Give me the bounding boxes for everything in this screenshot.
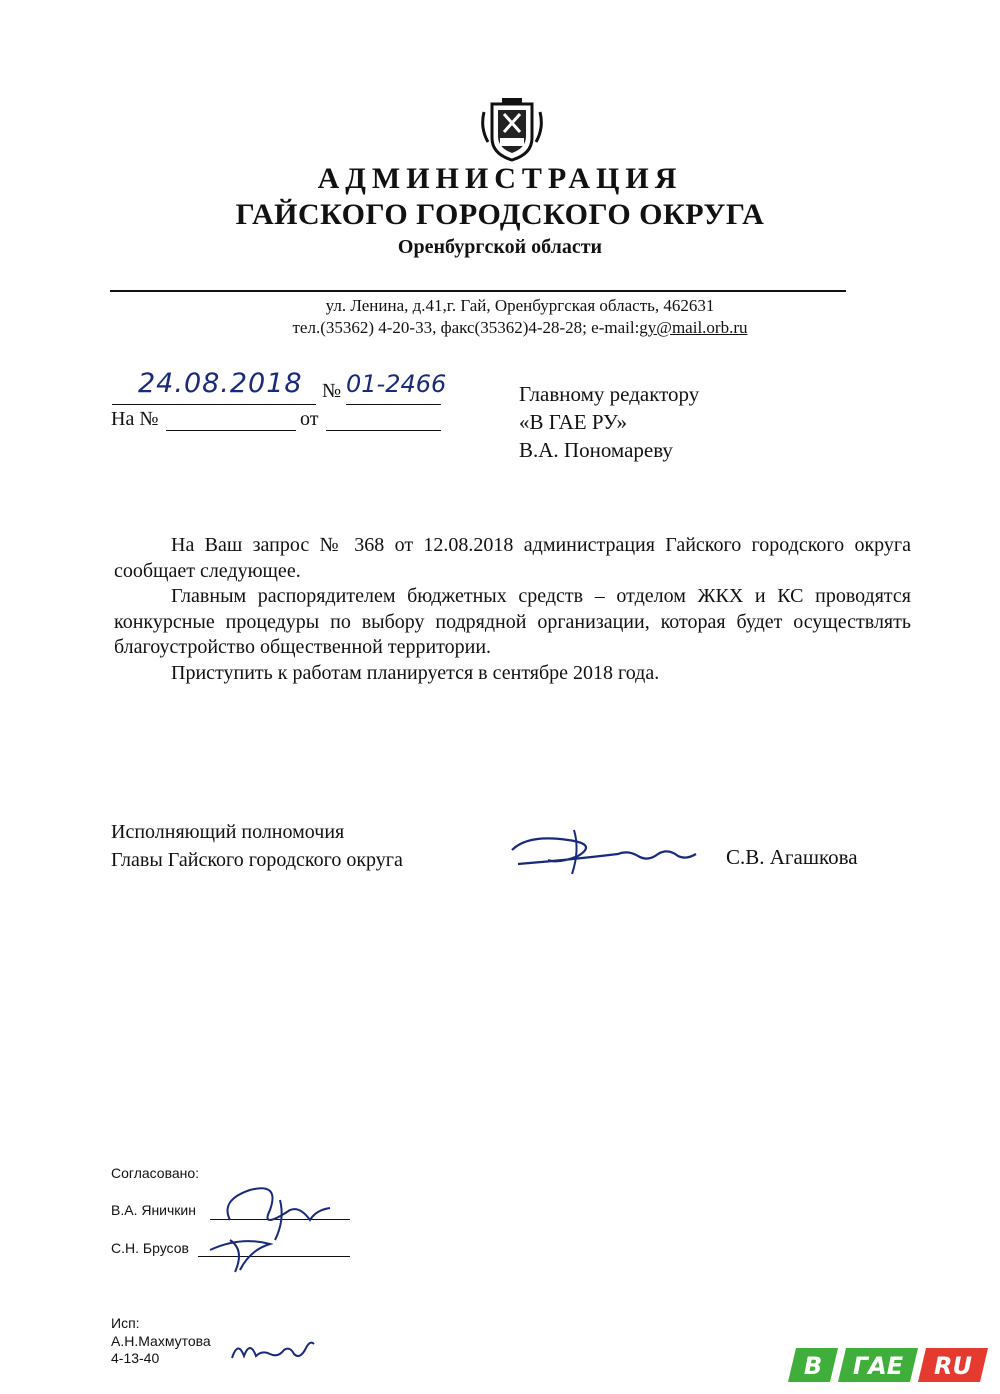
email-link[interactable]: gy@mail.orb.ru — [639, 318, 748, 337]
letterhead-address: ул. Ленина, д.41,г. Гай, Оренбургская область, 462631 — [325, 296, 715, 315]
executor-signature — [228, 1330, 318, 1366]
letter-body — [114, 533, 911, 686]
letterhead-region: Оренбургской области — [397, 236, 603, 258]
approvals-label: Согласовано: — [111, 1165, 200, 1181]
body-paragraph-2: Главным распорядителем бюджетных средств – отделом ЖКХ и КС проводятся конкурсные процедуры по выбору подрядной организации, которая будет осуществлять благоустройство общественной территории. — [114, 585, 911, 658]
approver-1: В.А. Яничкин — [111, 1202, 196, 1218]
reference-number-blank — [166, 430, 296, 431]
approver-2: С.Н. Брусов — [111, 1240, 189, 1256]
number-underline — [346, 404, 441, 405]
executor-label: Исп: — [111, 1315, 140, 1331]
logo-part-3: RU — [934, 1352, 972, 1380]
coat-of-arms-emblem — [478, 98, 546, 164]
letterhead-title-line2: ГАЙСКОГО ГОРОДСКОГО ОКРУГА — [235, 198, 765, 231]
addressee-block — [519, 380, 699, 464]
addressee-line2: «В ГАЕ РУ» — [519, 410, 628, 434]
approval-signatures — [190, 1180, 360, 1280]
addressee-line3: В.А. Пономареву — [519, 438, 673, 462]
reference-label: На № — [111, 408, 159, 430]
v-gae-ru-watermark-logo — [786, 1346, 990, 1384]
logo-part-1: В — [803, 1352, 823, 1380]
executor-name: А.Н.Махмутова — [111, 1332, 211, 1349]
reference-from-label: от — [300, 408, 319, 430]
executor-block — [111, 1315, 211, 1368]
number-label: № — [322, 380, 342, 402]
executor-phone: 4-13-40 — [111, 1350, 160, 1366]
body-paragraph-3: Приступить к работам планируется в сентябре 2018 года. — [171, 661, 660, 684]
addressee-line1: Главному редактору — [519, 382, 700, 406]
handwritten-signature — [508, 820, 708, 880]
signatory-title — [111, 818, 403, 874]
reference-date-blank — [326, 430, 441, 431]
date-underline — [112, 404, 316, 405]
logo-part-2: ГАЕ — [852, 1352, 904, 1380]
body-paragraph-1: На Ваш запрос № 368 от 12.08.2018 администрация Гайского городского округа сообщает следующее. — [114, 534, 911, 582]
letterhead-title-line1: АДМИНИСТРАЦИЯ — [317, 162, 683, 195]
signatory-title-line1: Исполняющий полномочия — [111, 821, 345, 843]
signatory-name: С.В. Агашкова — [726, 845, 858, 869]
outgoing-date: 24.08.2018 — [138, 368, 303, 399]
outgoing-number: 01-2466 — [346, 370, 447, 398]
contacts-text: тел.(35362) 4-20-33, факс(35362)4-28-28; e-mail: — [292, 318, 640, 337]
signatory-title-line2: Главы Гайского городского округа — [111, 849, 403, 871]
letterhead-contacts — [20, 318, 1000, 338]
header-divider — [110, 290, 846, 292]
